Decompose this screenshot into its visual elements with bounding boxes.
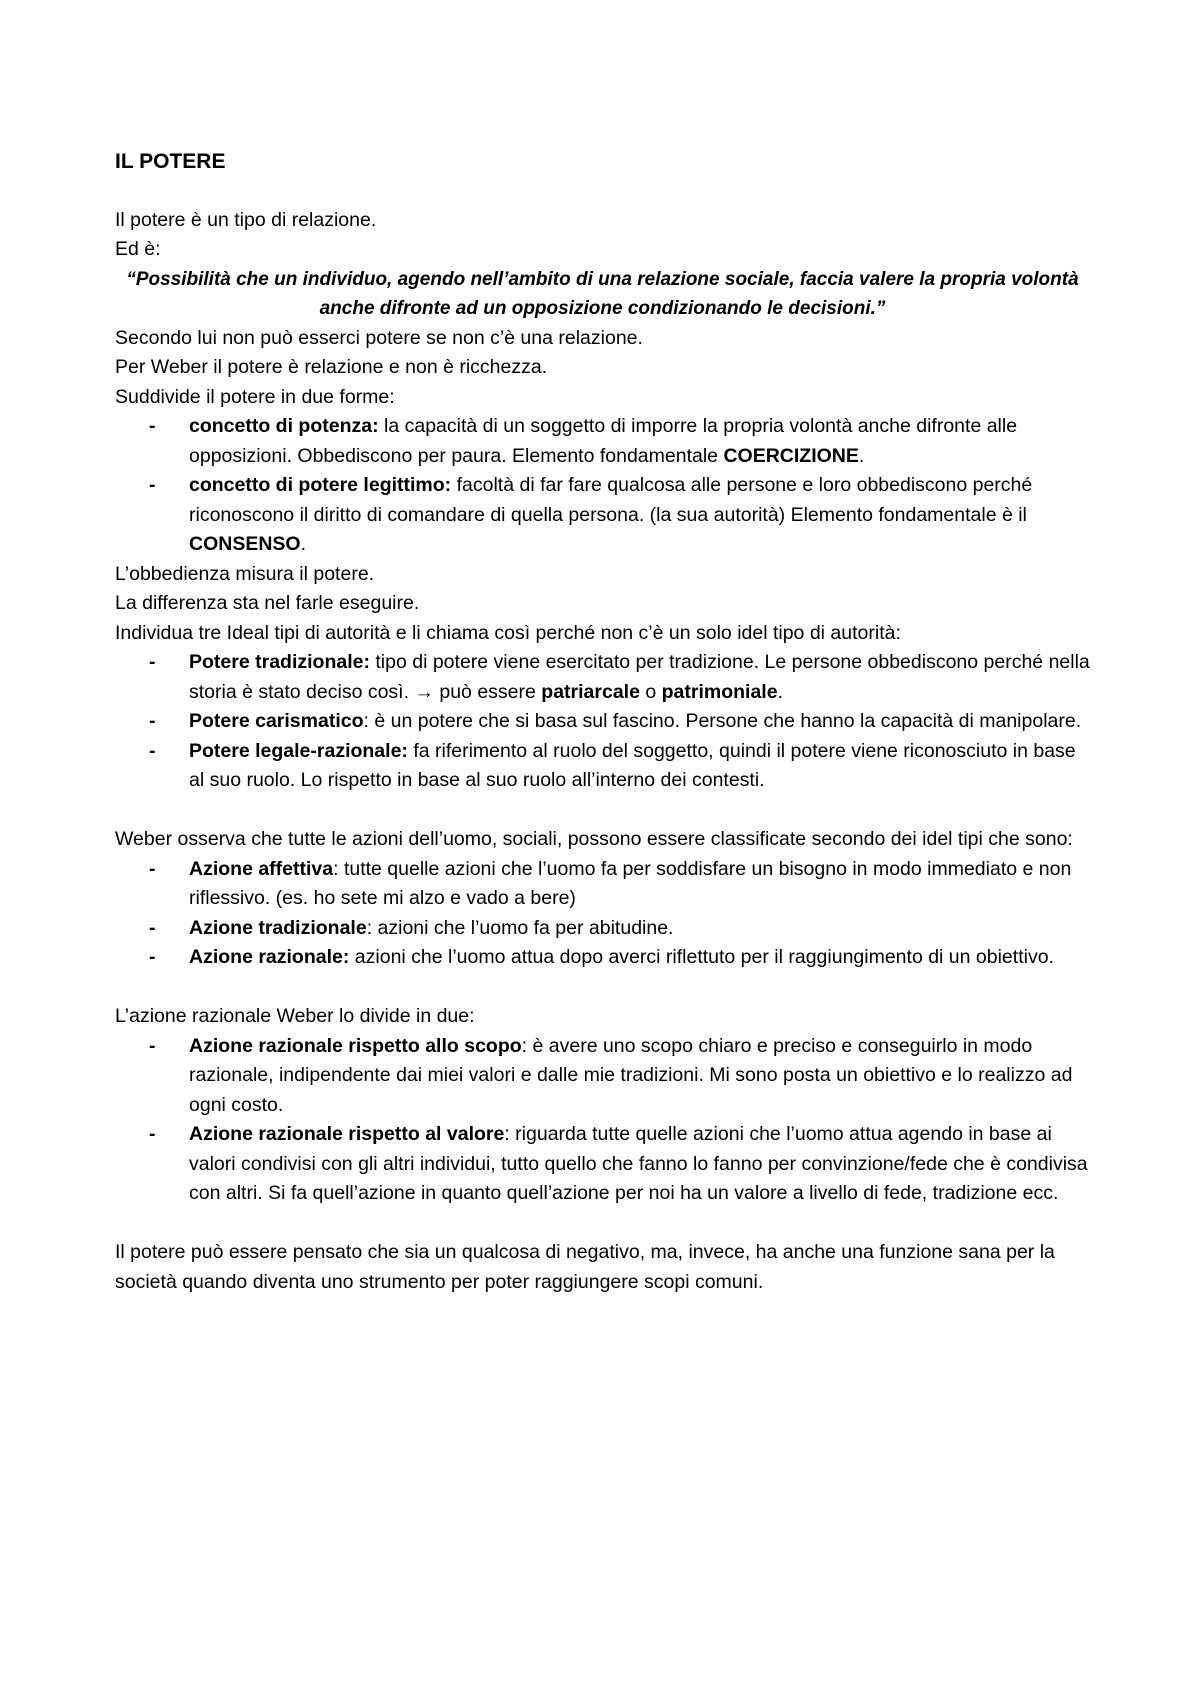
intro-line: Il potere è un tipo di relazione. (115, 208, 377, 231)
paragraph: Individua tre Ideal tipi di autorità e li chiama così perché non c’è un solo idel tipo di autorità: (115, 621, 901, 644)
term: Potere legale-razionale: (189, 739, 408, 762)
paragraph: Suddivide il potere in due forme: (115, 385, 395, 408)
paragraph: Per Weber il potere è relazione e non è ricchezza. (115, 356, 548, 378)
term: Azione razionale: (189, 946, 350, 968)
term: Azione razionale rispetto al valore (189, 1123, 505, 1145)
page-title: IL POTERE (115, 150, 226, 173)
arrow-icon: → (414, 680, 434, 703)
document-body (115, 147, 1090, 1297)
intro-line: Ed è: (115, 238, 161, 260)
rational-actions-list (115, 1032, 1090, 1209)
key-term: COERCIZIONE (723, 444, 859, 467)
key-term: CONSENSO (189, 533, 301, 555)
term: concetto di potenza: (189, 415, 379, 437)
actions-list (115, 855, 1090, 973)
list-item: - Azione affettiva: tutte quelle azioni che l’uomo fa per soddisfare un bisogno in modo immediato e non riflessivo. (es. ho sete mi alzo e vado a bere) (189, 855, 1090, 914)
conclusion-paragraph: Il potere può essere pensato che sia un qualcosa di negativo, ma, invece, ha anche una funzione sana per la società quando diventa uno strumento per poter raggiungere scopi comuni. (115, 1241, 1055, 1293)
power-forms-list (115, 412, 1090, 560)
list-item: - concetto di potere legittimo: facoltà di far fare qualcosa alle persone e loro obbediscono perché riconoscono il diritto di comandare di quella persona. (la sua autorità) Elemento fondamentale è il CONSENSO. (189, 471, 1090, 560)
term: Azione affettiva (189, 857, 334, 880)
paragraph: La differenza sta nel farle eseguire. (115, 592, 420, 614)
list-item: - Potere carismatico: è un potere che si basa sul fascino. Persone che hanno la capacità di manipolare. (189, 707, 1090, 737)
list-item: - Azione razionale rispetto allo scopo: è avere uno scopo chiaro e preciso e conseguirlo in modo razionale, indipendente dai miei valori e dalle mie tradizioni. Mi sono posta un obiettivo e lo realizzo ad ogni costo. (189, 1032, 1090, 1121)
term: Potere carismatico (189, 710, 364, 732)
spacer (115, 1209, 1090, 1239)
spacer (115, 973, 1090, 1003)
list-item: - Potere tradizionale: tipo di potere viene esercitato per tradizione. Le persone obbediscono perché nella storia è stato deciso così. → può essere patriarcale o patrimoniale. (189, 648, 1090, 707)
key-term: patrimoniale (661, 680, 778, 703)
list-item: - Azione tradizionale: azioni che l’uomo fa per abitudine. (189, 914, 1090, 944)
weber-quote: “Possibilità che un individuo, agendo nell’ambito di una relazione sociale, faccia valere la propria volontà anche difronte ad un opposizione condizionando le decisioni.” (126, 268, 1079, 319)
term: concetto di potere legittimo: (189, 474, 452, 496)
term: Azione razionale rispetto allo scopo (189, 1034, 522, 1057)
paragraph: Secondo lui non può esserci potere se non c’è una relazione. (115, 326, 643, 349)
list-item: - Azione razionale: azioni che l’uomo attua dopo averci riflettuto per il raggiungimento di un obiettivo. (189, 943, 1090, 973)
paragraph: Weber osserva che tutte le azioni dell’uomo, sociali, possono essere classificate secondo dei idel tipi che sono: (115, 828, 1073, 850)
term: Potere tradizionale: (189, 651, 370, 673)
key-term: patriarcale (541, 680, 640, 703)
term: Azione tradizionale (189, 916, 367, 939)
authority-types-list (115, 648, 1090, 796)
list-item: - concetto di potenza: la capacità di un soggetto di imporre la propria volontà anche difronte alle opposizioni. Obbediscono per paura. Elemento fondamentale COERCIZIONE. (189, 412, 1090, 471)
paragraph: L’azione razionale Weber lo divide in due: (115, 1005, 475, 1027)
paragraph: L’obbedienza misura il potere. (115, 562, 375, 585)
list-item: - Potere legale-razionale: fa riferimento al ruolo del soggetto, quindi il potere viene riconosciuto in base al suo ruolo. Lo rispetto in base al suo ruolo all’interno dei contesti. (189, 737, 1090, 796)
spacer (115, 796, 1090, 826)
list-item: - Azione razionale rispetto al valore: riguarda tutte quelle azioni che l’uomo attua agendo in base ai valori condivisi con gli altri individui, tutto quello che fanno lo fanno per convinzione/fede che è condivisa con altri. Si fa quell’azione in quanto quell’azione per noi ha un valore a livello di fede, tradizione ecc. (189, 1120, 1090, 1209)
